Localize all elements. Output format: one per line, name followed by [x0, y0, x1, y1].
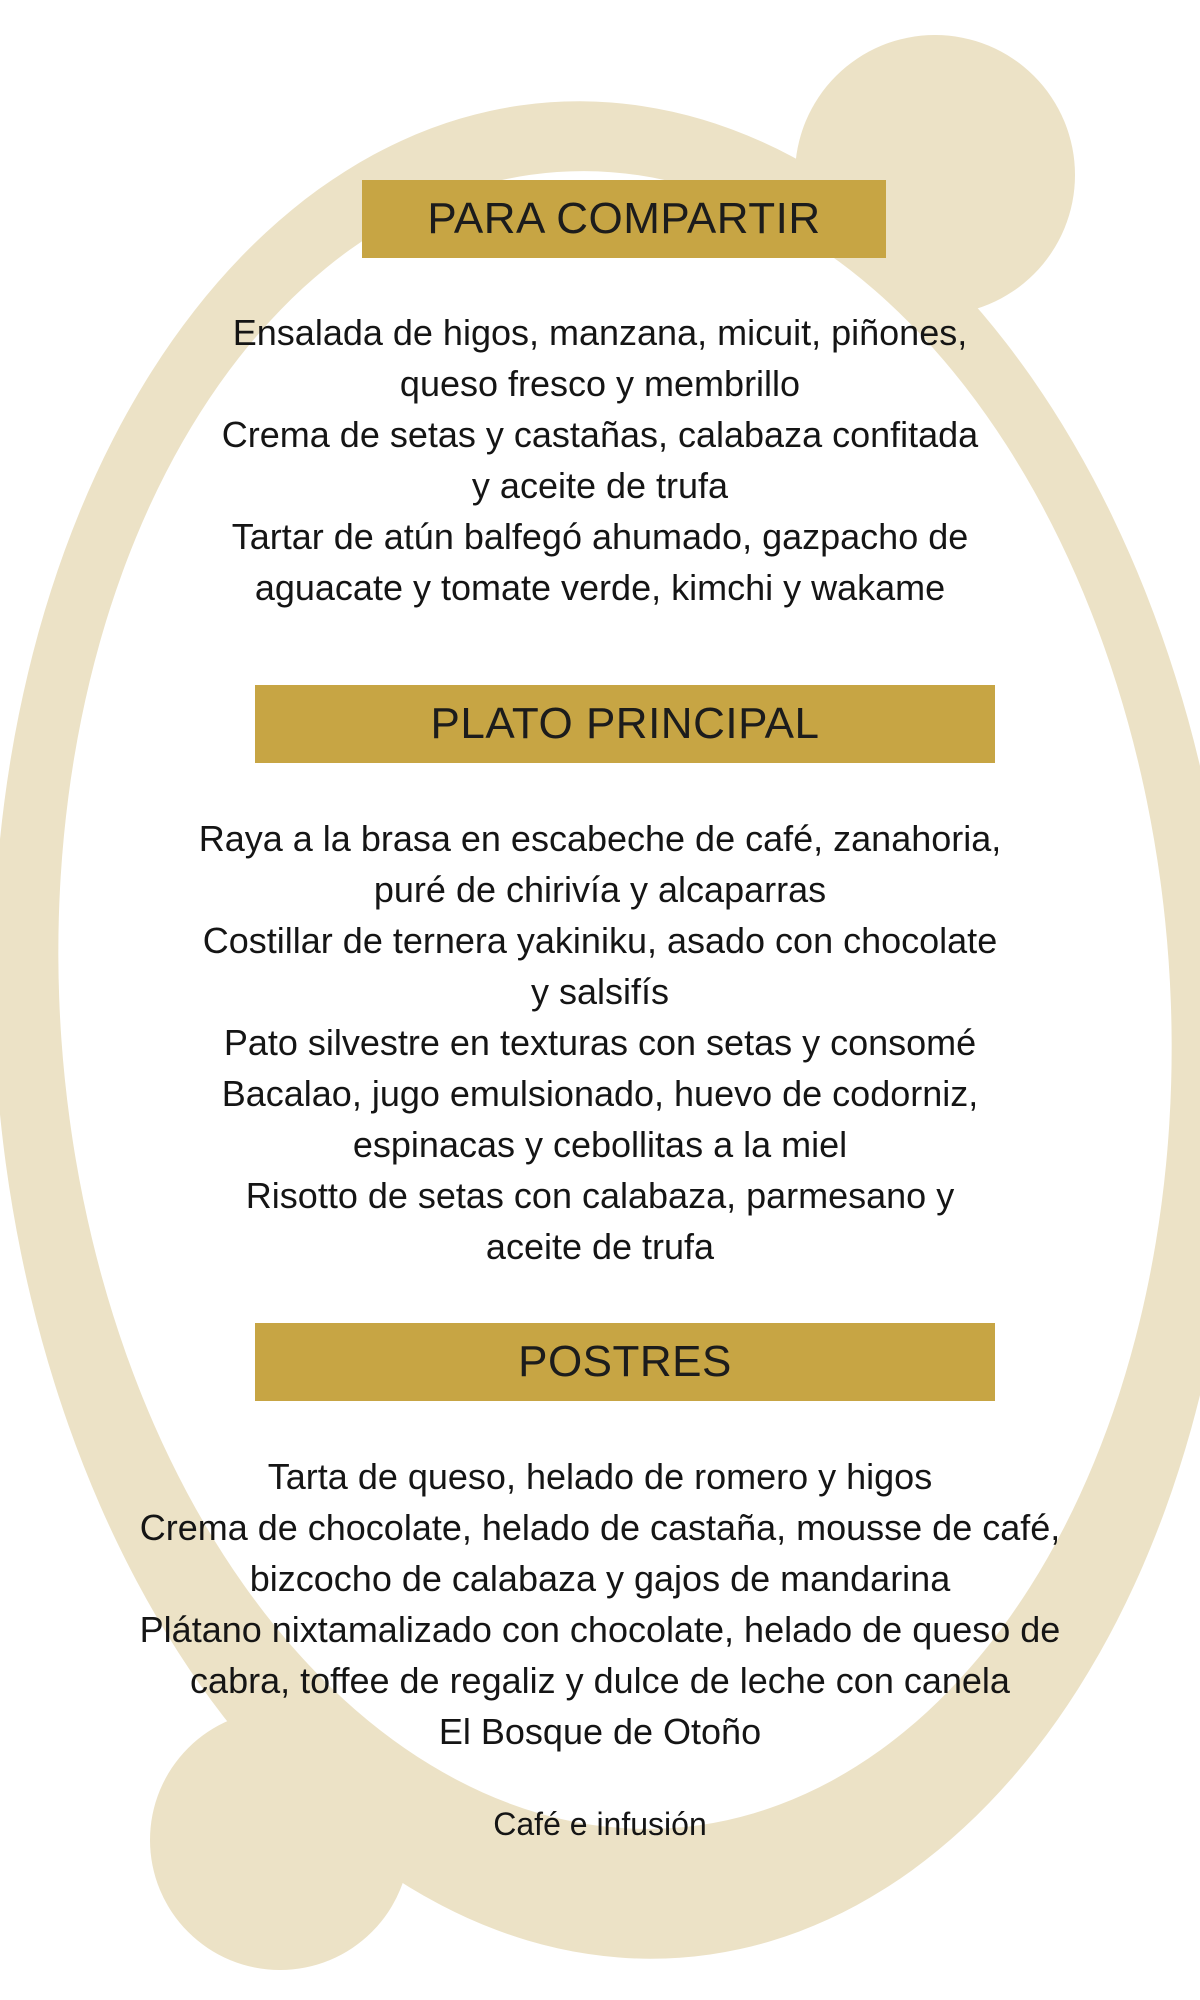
menu-item-line: El Bosque de Otoño: [438, 1711, 762, 1752]
menu-item-line: espinacas y cebollitas a la miel: [352, 1124, 848, 1165]
section-items-plato-principal: [100, 813, 1100, 1272]
section-items-para-compartir: [100, 307, 1100, 613]
menu-item-line: Risotto de setas con calabaza, parmesano y: [245, 1175, 955, 1216]
section-header-plato-principal: [255, 685, 995, 763]
menu-item-line: Crema de chocolate, helado de castaña, mousse de café,: [139, 1507, 1061, 1548]
menu-item-line: queso fresco y membrillo: [399, 363, 801, 404]
menu-item-line: Tartar de atún balfegó ahumado, gazpacho de: [231, 516, 969, 557]
menu-item-line: Tarta de queso, helado de romero y higos: [267, 1456, 933, 1497]
menu-item-line: bizcocho de calabaza y gajos de mandarina: [249, 1558, 951, 1599]
menu-item-line: Plátano nixtamalizado con chocolate, helado de queso de: [139, 1609, 1061, 1650]
menu-item-line: Raya a la brasa en escabeche de café, zanahoria,: [198, 818, 1002, 859]
menu-item-line: Crema de setas y castañas, calabaza confitada: [221, 414, 979, 455]
menu-item-line: y aceite de trufa: [471, 465, 729, 506]
menu-item-line: aceite de trufa: [485, 1226, 715, 1267]
section-header-postres: [255, 1323, 995, 1401]
section-items-postres: [100, 1451, 1100, 1757]
menu-item-line: y salsifís: [530, 971, 670, 1012]
menu-item-line: Pato silvestre en texturas con setas y consomé: [223, 1022, 977, 1063]
menu-item-line: cabra, toffee de regaliz y dulce de leche con canela: [190, 1660, 1010, 1701]
section-title: PLATO PRINCIPAL: [430, 699, 820, 748]
section-title: POSTRES: [518, 1337, 732, 1386]
menu-item-line: puré de chirivía y alcaparras: [373, 869, 827, 910]
section-title: PARA COMPARTIR: [427, 194, 821, 243]
menu-item-line: Costillar de ternera yakiniku, asado con chocolate: [202, 920, 998, 961]
menu-item-line: Bacalao, jugo emulsionado, huevo de codorniz,: [221, 1073, 979, 1114]
coffee-note: Café e infusión: [493, 1806, 707, 1842]
menu-item-line: Ensalada de higos, manzana, micuit, piñones,: [232, 312, 968, 353]
menu-item-line: aguacate y tomate verde, kimchi y wakame: [254, 567, 946, 608]
section-header-para-compartir: [362, 180, 886, 258]
